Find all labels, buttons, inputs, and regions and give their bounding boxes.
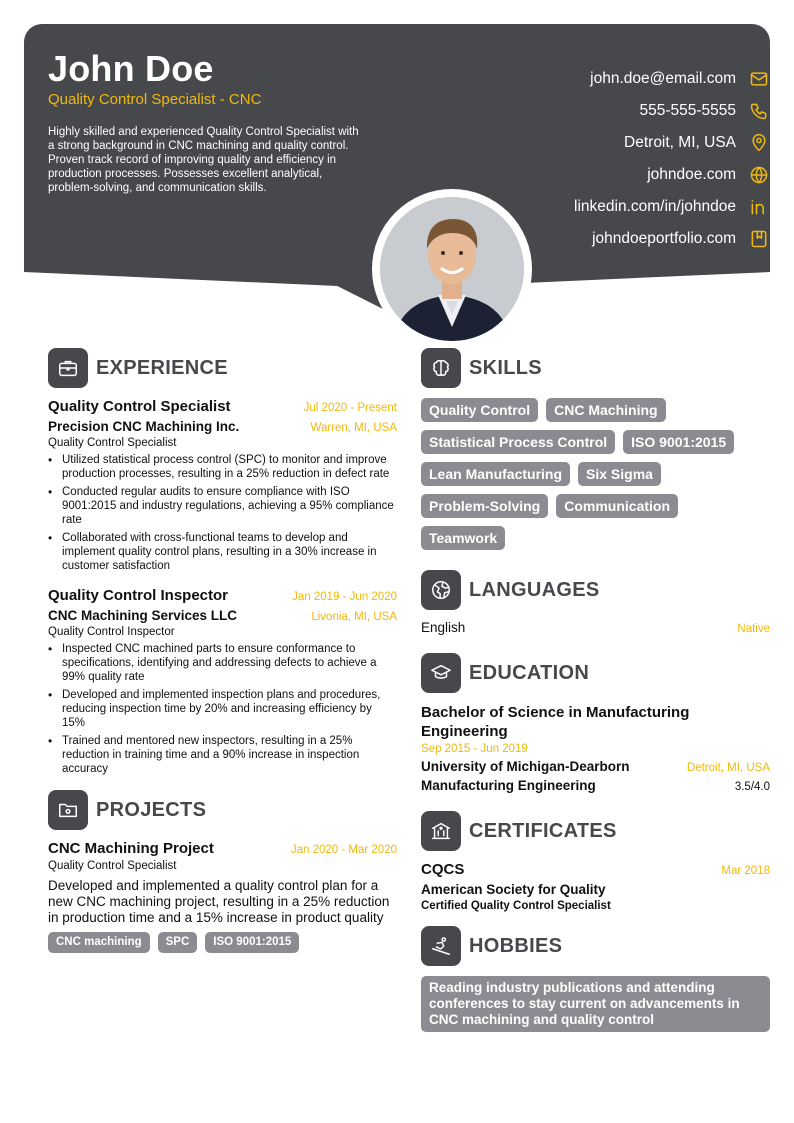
project-role: Quality Control Specialist: [48, 860, 177, 872]
institution-icon: [421, 811, 461, 851]
job-bullets: [48, 453, 397, 573]
job-title: Quality Control Inspector: [48, 587, 229, 604]
job-location: Livonia, MI, USA: [311, 611, 397, 623]
job-title: Quality Control Specialist: [48, 398, 231, 415]
projects-header: [48, 790, 397, 830]
contact-linkedin-text: linkedin.com/in/johndoe: [574, 198, 736, 215]
experience-title: EXPERIENCE: [96, 356, 228, 379]
skills-title: SKILLS: [469, 356, 542, 379]
certificate-description: Certified Quality Control Specialist: [421, 900, 611, 912]
contact-email-text: john.doe@email.com: [590, 70, 736, 87]
contact-email[interactable]: [450, 63, 770, 95]
project-description: Developed and implemented a quality control plan for a new CNC machining project, resulting in a 25% reduction in production time and a 15% increase in product quality: [48, 878, 390, 925]
education-title: EDUCATION: [469, 661, 590, 684]
bullet: • Utilized statistical process control (SPC) to monitor and improve production processes, resulting in a 25% reduction in defect rate: [48, 453, 397, 481]
project-date: Jan 2020 - Mar 2020: [290, 844, 397, 856]
skill-tag: Teamwork: [421, 526, 505, 550]
education-degree: Bachelor of Science in Manufacturing Engineering: [421, 704, 690, 740]
profile-photo: [380, 197, 524, 341]
contact-website-text: johndoe.com: [647, 166, 736, 183]
project-tag: ISO 9001:2015: [205, 932, 299, 953]
certificate-name: CQCS: [421, 861, 465, 878]
job-role: Quality Control Specialist: [48, 437, 177, 449]
linkedin-icon: [748, 196, 770, 218]
skill-tag: Problem-Solving: [421, 494, 548, 518]
globe-icon: [748, 164, 770, 186]
contact-phone[interactable]: [450, 95, 770, 127]
mail-icon: [748, 68, 770, 90]
education-header: [421, 653, 770, 693]
bullet: • Collaborated with cross-functional teams to develop and implement quality control plans, resulting in a 30% increase in customer satisfaction: [48, 531, 397, 573]
bullet: • Developed and implemented inspection plans and procedures, reducing inspection time by 20% and increasing efficiency by 15%: [48, 688, 397, 730]
location-pin-icon: [748, 132, 770, 154]
job-company: Precision CNC Machining Inc.: [48, 419, 240, 434]
skiing-icon: [421, 926, 461, 966]
bullet: • Conducted regular audits to ensure compliance with ISO 9001:2015 and industry regulations, achieving a 95% compliance rate: [48, 485, 397, 527]
job-date: Jan 2019 - Jun 2020: [292, 591, 397, 603]
languages-title: LANGUAGES: [469, 578, 600, 601]
skill-tag: Lean Manufacturing: [421, 462, 570, 486]
contact-portfolio-text: johndoeportfolio.com: [592, 230, 736, 247]
contact-location-text: Detroit, MI, USA: [624, 134, 736, 151]
skills-list: [421, 398, 770, 550]
skill-tag: CNC Machining: [546, 398, 665, 422]
language-name: English: [421, 620, 466, 635]
candidate-name: John Doe: [48, 48, 214, 89]
languages-header: [421, 570, 770, 610]
certificate-issuer: American Society for Quality: [421, 882, 606, 897]
contact-phone-text: 555-555-5555: [639, 102, 736, 119]
skill-tag: Quality Control: [421, 398, 538, 422]
projects-title: PROJECTS: [96, 798, 207, 821]
bullet: • Trained and mentored new inspectors, resulting in a 25% reduction in training time and a 90% increase in inspection accuracy: [48, 734, 397, 776]
project-tag: SPC: [158, 932, 198, 953]
language-level: Native: [737, 623, 770, 635]
left-column: [48, 348, 397, 953]
certificates-title: CERTIFICATES: [469, 819, 617, 842]
skill-tag: Six Sigma: [578, 462, 661, 486]
summary: Highly skilled and experienced Quality Control Specialist with a strong background in CNC machining and quality control. Proven track record of improving quality and efficiency in production processes. Possesses excellent analytical, problem-solving, and communication skills.: [48, 126, 359, 194]
education-item: [421, 703, 770, 793]
brain-icon: [421, 348, 461, 388]
skill-tag: Communication: [556, 494, 678, 518]
education-field: Manufacturing Engineering: [421, 778, 596, 793]
experience-item: [48, 587, 397, 776]
candidate-title: Quality Control Specialist - CNC: [48, 91, 262, 108]
job-bullets: [48, 642, 397, 776]
project-item: [48, 840, 397, 953]
bookmark-icon: [748, 228, 770, 250]
contact-location: [450, 127, 770, 159]
bullet: • Inspected CNC machined parts to ensure conformance to specifications, identifying and addressing defects to achieve a 99% quality rate: [48, 642, 397, 684]
certificate-date: Mar 2018: [721, 865, 770, 877]
skill-tag: Statistical Process Control: [421, 430, 615, 454]
project-tags: [48, 932, 397, 953]
education-school: University of Michigan-Dearborn: [421, 759, 630, 774]
right-column: [421, 348, 770, 1032]
hobbies-title: HOBBIES: [469, 934, 563, 957]
hobby-item: Reading industry publications and attending conferences to stay current on advancements in CNC machining and quality control: [421, 976, 770, 1032]
job-company: CNC Machining Services LLC: [48, 608, 238, 623]
job-location: Warren, MI, USA: [310, 422, 397, 434]
language-icon: [421, 570, 461, 610]
contact-website[interactable]: [450, 159, 770, 191]
project-title: CNC Machining Project: [48, 840, 214, 857]
folder-icon: [48, 790, 88, 830]
education-date: Sep 2015 - Jun 2019: [421, 743, 528, 755]
project-tag: CNC machining: [48, 932, 150, 953]
job-date: Jul 2020 - Present: [303, 402, 397, 414]
skill-tag: ISO 9001:2015: [623, 430, 734, 454]
graduation-cap-icon: [421, 653, 461, 693]
phone-icon: [748, 100, 770, 122]
education-gpa: 3.5/4.0: [734, 781, 770, 793]
hobbies-header: [421, 926, 770, 966]
certificate-item: [421, 861, 770, 912]
job-role: Quality Control Inspector: [48, 626, 175, 638]
experience-item: [48, 398, 397, 573]
briefcase-icon: [48, 348, 88, 388]
experience-header: [48, 348, 397, 388]
certificates-header: [421, 811, 770, 851]
skills-header: [421, 348, 770, 388]
education-location: Detroit, MI, USA: [686, 762, 770, 774]
language-item: [421, 620, 770, 635]
